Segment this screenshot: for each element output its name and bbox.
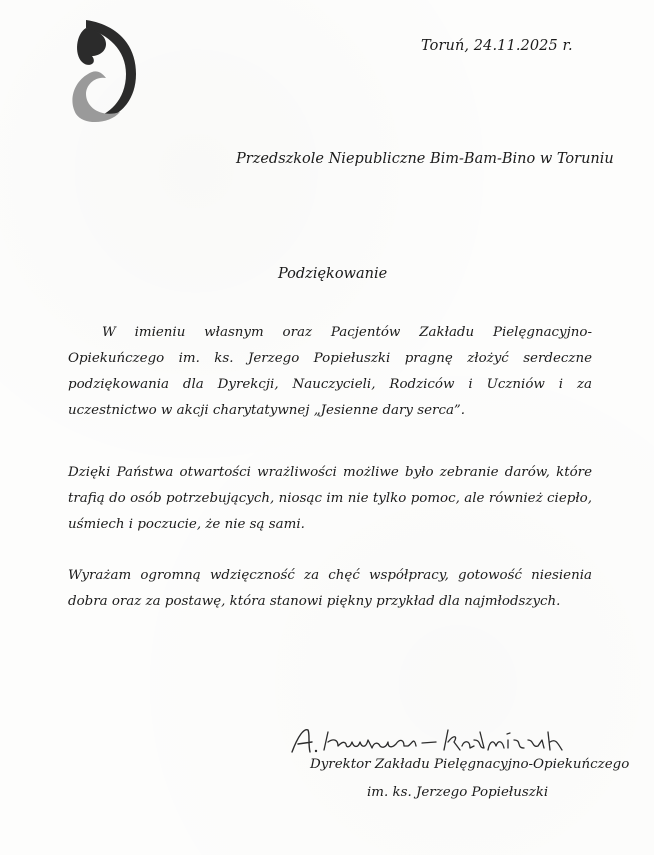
recipient-name: Przedszkole Niepubliczne Bim-Bam-Bino w Toruniu (236, 151, 614, 167)
body-paragraph-1: W imieniu własnym oraz Pacjentów Zakładu Pielęgnacyjno-Opiekuńczego im. ks. Jerzego Popiełuszki pragnę złożyć serdeczne podziękowania dla Dyrekcji, Nauczycieli, Rodziców i Uczniów i za uczestnictwo w akcji charytatywnej „Jesienne dary serca”. (68, 325, 592, 418)
letter-title: Podziękowanie (278, 266, 388, 282)
signer-role: Dyrektor Zakładu Pielęgnacyjno-Opiekuńczego (310, 757, 630, 772)
handwritten-signature (288, 726, 568, 756)
body-paragraph-2: Dzięki Państwa otwartości wrażliwości możliwe było zebranie darów, które trafią do osób potrzebujących, niosąc im nie tylko pomoc, ale również ciepło, uśmiech i poczucie, że nie są sami. (68, 465, 592, 532)
body-paragraph-3: Wyrażam ogromną wdzięczność za chęć współpracy, gotowość niesienia dobra oraz za postawę, która stanowi piękny przykład dla najmłodszych. (68, 568, 592, 609)
signer-institution: im. ks. Jerzego Popiełuszki (367, 785, 549, 800)
letter-date: Toruń, 24.11.2025 r. (421, 38, 573, 54)
organization-logo-icon (68, 20, 138, 124)
